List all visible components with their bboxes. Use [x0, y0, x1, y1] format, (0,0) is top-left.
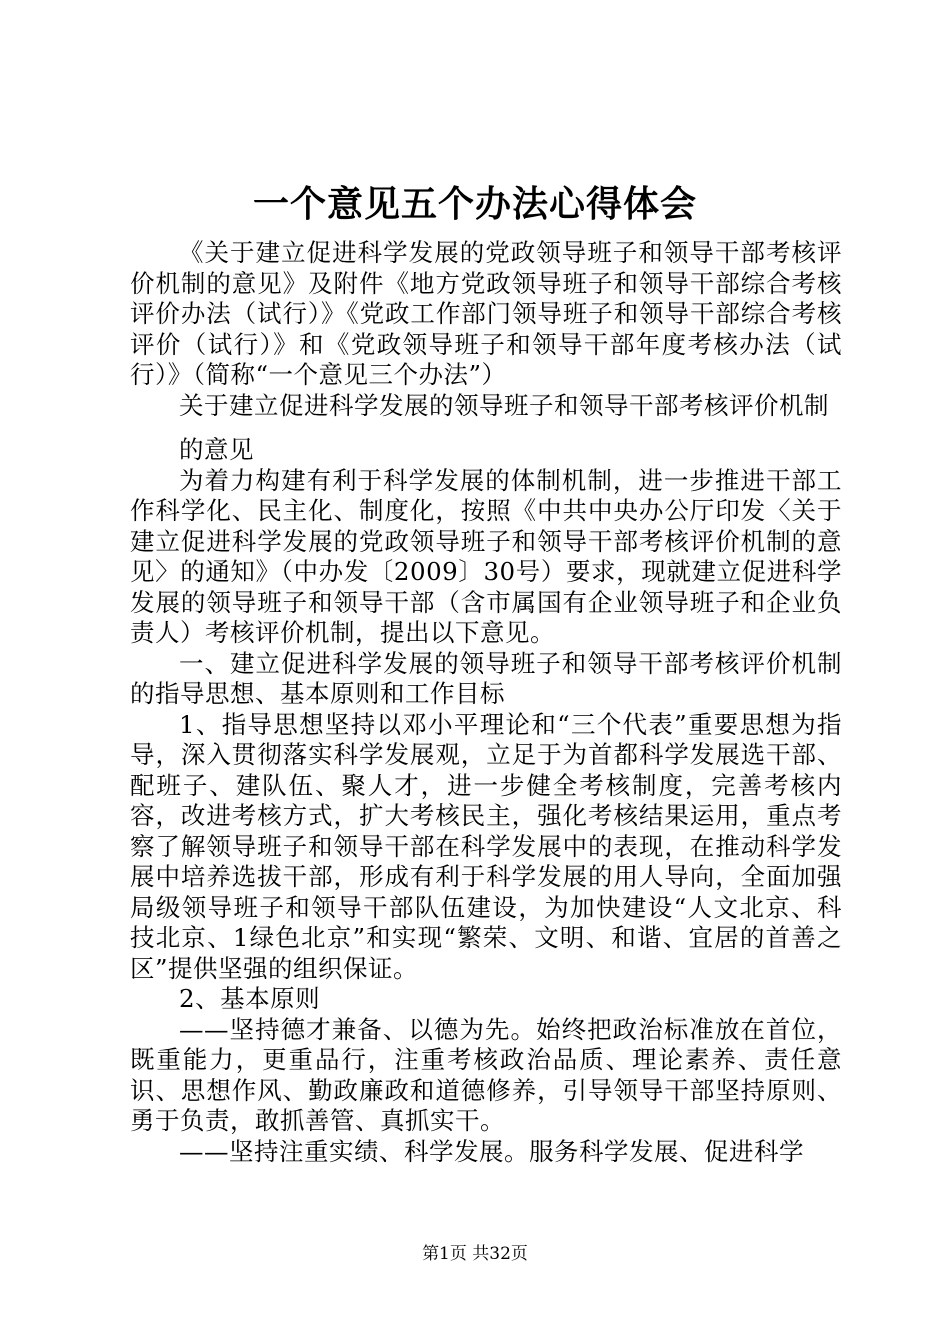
paragraph-basic-principles: 2、基本原则 [179, 984, 321, 1013]
page-footer: 第1页 共32页 [422, 1244, 528, 1264]
paragraph-section-one: 一、建立促进科学发展的领导班子和领导干部考核评价机制的指导思想、基本原则和工作目标 [130, 648, 842, 708]
paragraph-principle-virtue: ——坚持德才兼备、以德为先。始终把政治标准放在首位，既重能力，更重品行，注重考核政治品质、理论素养、责任意识、思想作风、勤政廉政和道德修养，引导领导干部坚持原则、勇于负责，敢抓善管、真抓实干。 [130, 1014, 842, 1135]
paragraph-heading-line1: 关于建立促进科学发展的领导班子和领导干部考核评价机制 [179, 390, 829, 420]
paragraph-guiding-thought: 1、指导思想坚持以邓小平理论和“三个代表”重要思想为指导，深入贯彻落实科学发展观，立足于为首都科学发展选干部、配班子、建队伍、聚人才，进一步健全考核制度，完善考核内容，改进考核方式，扩大考核民主，强化考核结果运用，重点考察了解领导班子和领导干部在科学发展中的表现，在推动科学发展中培养选拔干部，形成有利于科学发展的用人导向，全面加强局级领导班子和领导干部队伍建设，为加快建设“人文北京、科技北京、1绿色北京”和实现“繁荣、文明、和谐、宜居的首善之区”提供坚强的组织保证。 [130, 709, 842, 983]
document-body [130, 238, 842, 1167]
paragraph-purpose: 为着力构建有利于科学发展的体制机制，进一步推进干部工作科学化、民主化、制度化，按照《中共中央办公厅印发〈关于建立促进科学发展的党政领导班子和领导干部考核评价机制的意见〉的通知》（中办发〔2009〕30号）要求，现就建立促进科学发展的领导班子和领导干部（含市属国有企业领导班子和企业负责人）考核评价机制，提出以下意见。 [130, 465, 842, 647]
paragraph-heading-line2: 的意见 [179, 435, 254, 464]
paragraph-intro: 《关于建立促进科学发展的党政领导班子和领导干部考核评价机制的意见》及附件《地方党政领导班子和领导干部综合考核评价办法（试行）》《党政工作部门领导班子和领导干部综合考核评价（试行）》和《党政领导班子和领导干部年度考核办法（试行）》（简称“一个意见三个办法”） [130, 238, 842, 389]
paragraph-principle-performance: ——坚持注重实绩、科学发展。服务科学发展、促进科学 [179, 1136, 804, 1166]
page-title: 一个意见五个办法心得体会 [252, 183, 697, 225]
